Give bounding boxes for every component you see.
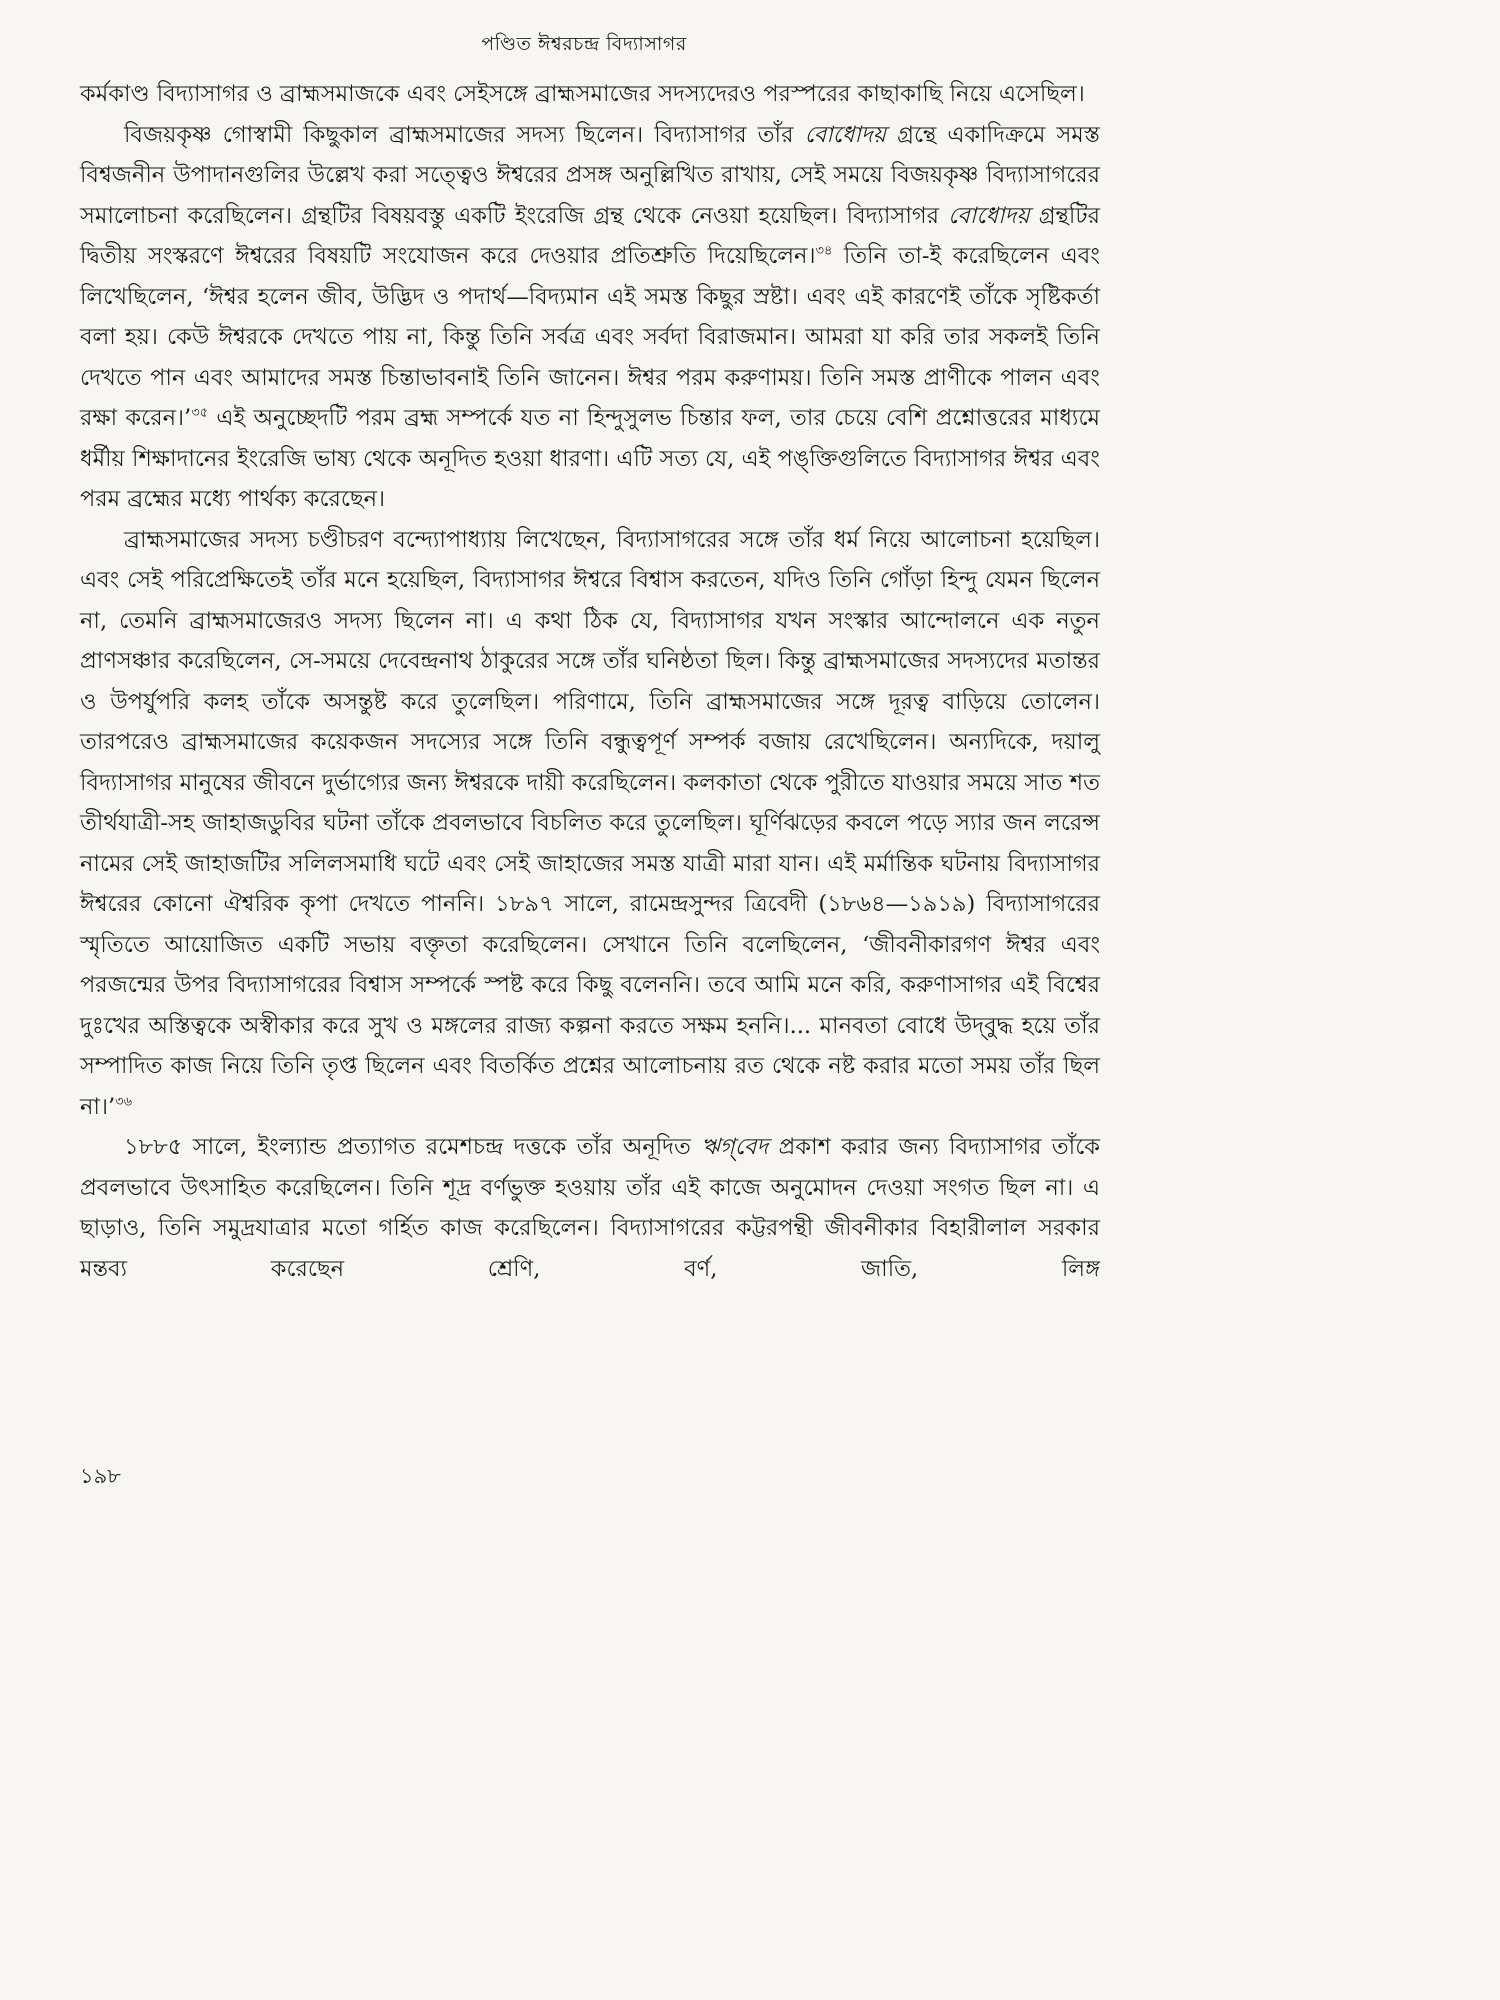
footnote-ref: ৩৪ xyxy=(815,243,833,259)
body-text xyxy=(80,74,1100,1289)
paragraph xyxy=(80,520,1100,1128)
text-run: প্রকাশ করার জন্য বিদ্যাসাগর তাঁকে প্রবলভাবে উৎসাহিত করেছিলেন। তিনি শূদ্র বর্ণভুক্ত হওয়ায় তাঁর এই কাজে অনুমোদন দেওয়া সংগত ছিল না। এ ছাড়াও, তিনি সমুদ্রযাত্রার মতো গর্হিত কাজ করেছিলেন। বিদ্যাসাগরের কট্টরপন্থী জীবনীকার বিহারীলাল সরকার মন্তব্য করেছেন শ্রেণি, বর্ণ, জাতি, লিঙ্গ xyxy=(80,1134,1100,1282)
text-run: তিনি তা-ই করেছিলেন এবং লিখেছিলেন, ‘ঈশ্বর হলেন জীব, উদ্ভিদ ও পদার্থ—বিদ্যমান এই সমস্ত কিছুর স্রষ্টা। এবং এই কারণেই তাঁকে সৃষ্টিকর্তা বলা হয়। কেউ ঈশ্বরকে দেখতে পায় না, কিন্তু তিনি সর্বত্র এবং সর্বদা বিরাজমান। আমরা যা করি তার সকলই তিনি দেখতে পান এবং আমাদের সমস্ত চিন্তাভাবনাই তিনি জানেন। ঈশ্বর পরম করুণাময়। তিনি সমস্ত প্রাণীকে পালন এবং রক্ষা করেন।’ xyxy=(80,243,1100,431)
text-run: ১৮৮৫ সালে, ইংল্যান্ড প্রত্যাগত রমেশচন্দ্র দত্তকে তাঁর অনূদিত xyxy=(124,1134,702,1160)
footnote-ref: ৩৬ xyxy=(115,1094,133,1109)
paragraph xyxy=(80,74,1100,115)
paragraph xyxy=(80,115,1100,520)
footnote-ref: ৩৫ xyxy=(191,405,209,421)
page-number: ১৯৮ xyxy=(80,1464,121,1488)
text-run: বিজয়কৃষ্ণ গোস্বামী কিছুকাল ব্রাহ্মসমাজের সদস্য ছিলেন। বিদ্যাসাগর তাঁর xyxy=(124,121,805,148)
book-title: ঋগ্‌বেদ xyxy=(701,1134,769,1160)
book-title: বোধোদয় xyxy=(948,202,1030,229)
text-run: গ্রন্থে একাদিক্রমে সমস্ত বিশ্বজনীন উপাদানগুলির উল্লেখ করা সত্ত্বেও ঈশ্বরের প্রসঙ্গ অনুল্লিখিত রাখায়, সেই সময়ে বিজয়কৃষ্ণ বিদ্যাসাগরের সমালোচনা করেছিলেন। গ্রন্থটির বিষয়বস্তু একটি ইংরেজি গ্রন্থ থেকে নেওয়া হয়েছিল। বিদ্যাসাগর xyxy=(80,121,1100,229)
text-run: এই অনুচ্ছেদটি পরম ব্রহ্ম সম্পর্কে যত না হিন্দুসুলভ চিন্তার ফল, তার চেয়ে বেশি প্রশ্নোত্তরের মাধ্যমে ধর্মীয় শিক্ষাদানের ইংরেজি ভাষ্য থেকে অনূদিত হওয়া ধারণা। এটি সত্য যে, এই পঙ্‌ক্তিগুলিতে বিদ্যাসাগর ঈশ্বর এবং পরম ব্রহ্মের মধ্যে পার্থক্য করেছেন। xyxy=(80,405,1100,512)
paragraph xyxy=(80,1127,1100,1289)
text-run: কর্মকাণ্ড বিদ্যাসাগর ও ব্রাহ্মসমাজকে এবং সেইসঙ্গে ব্রাহ্মসমাজের সদস্যদেরও পরস্পরের কাছাকাছি নিয়ে এসেছিল। xyxy=(80,81,1085,107)
text-run: গ্রন্থটির দ্বিতীয় সংস্করণে ঈশ্বরের বিষয়টি সংযোজন করে দেওয়ার প্রতিশ্রুতি দিয়েছিলেন। xyxy=(80,202,1100,269)
running-head: পণ্ডিত ঈশ্বরচন্দ্র বিদ্যাসাগর xyxy=(481,33,687,55)
text-run: ব্রাহ্মসমাজের সদস্য চণ্ডীচরণ বন্দ্যোপাধ্যায় লিখেছেন, বিদ্যাসাগরের সঙ্গে তাঁর ধর্ম নিয়ে আলোচনা হয়েছিল। এবং সেই পরিপ্রেক্ষিতেই তাঁর মনে হয়েছিল, বিদ্যাসাগর ঈশ্বরে বিশ্বাস করতেন, যদিও তিনি গোঁড়া হিন্দু যেমন ছিলেন না, তেমনি ব্রাহ্মসমাজেরও সদস্য ছিলেন না। এ কথা ঠিক যে, বিদ্যাসাগর যখন সংস্কার আন্দোলনে এক নতুন প্রাণসঞ্চার করেছিলেন, সে-সময়ে দেবেন্দ্রনাথ ঠাকুরের সঙ্গে তাঁর ঘনিষ্ঠতা ছিল। কিন্তু ব্রাহ্মসমাজের সদস্যদের মতান্তর ও উপর্যুপরি কলহ তাঁকে অসন্তুষ্ট করে তুলেছিল। পরিণামে, তিনি ব্রাহ্মসমাজের সঙ্গে দূরত্ব বাড়িয়ে তোলেন। তারপরেও ব্রাহ্মসমাজের কয়েকজন সদস্যের সঙ্গে তিনি বন্ধুত্বপূর্ণ সম্পর্ক বজায় রেখেছিলেন। অন্যদিকে, দয়ালু বিদ্যাসাগর মানুষের জীবনে দুর্ভাগ্যের জন্য ঈশ্বরকে দায়ী করেছিলেন। কলকাতা থেকে পুরীতে যাওয়ার সময়ে সাত শত তীর্থযাত্রী-সহ জাহাজডুবির ঘটনা তাঁকে প্রবলভাবে বিচলিত করে তুলেছিল। ঘূর্ণিঝড়ের কবলে পড়ে স্যার জন লরেন্স নামের সেই জাহাজটির সলিলসমাধি ঘটে এবং সেই জাহাজের সমস্ত যাত্রী মারা যান। এই মর্মান্তিক ঘটনায় বিদ্যাসাগর ঈশ্বরের কোনো ঐশ্বরিক কৃপা দেখতে পাননি। ১৮৯৭ সালে, রামেন্দ্রসুন্দর ত্রিবেদী (১৮৬৪—১৯১৯) বিদ্যাসাগরের স্মৃতিতে আয়োজিত একটি সভায় বক্তৃতা করেছিলেন। সেখানে তিনি বলেছিলেন, ‘জীবনীকারগণ ঈশ্বর এবং পরজন্মের উপর বিদ্যাসাগরের বিশ্বাস সম্পর্কে স্পষ্ট করে কিছু বলেননি। তবে আমি মনে করি, করুণাসাগর এই বিশ্বের দুঃখের অস্তিত্বকে অস্বীকার করে সুখ ও মঙ্গলের রাজ্য কল্পনা করতে সক্ষম হননি।... মানবতা বোধে উদ্‌বুদ্ধ হয়ে তাঁর সম্পাদিত কাজ নিয়ে তিনি তৃপ্ত ছিলেন এবং বিতর্কিত প্রশ্নের আলোচনায় রত থেকে নষ্ট করার মতো সময় তাঁর ছিল না।’ xyxy=(80,526,1100,1120)
book-title: বোধোদয় xyxy=(804,121,886,148)
